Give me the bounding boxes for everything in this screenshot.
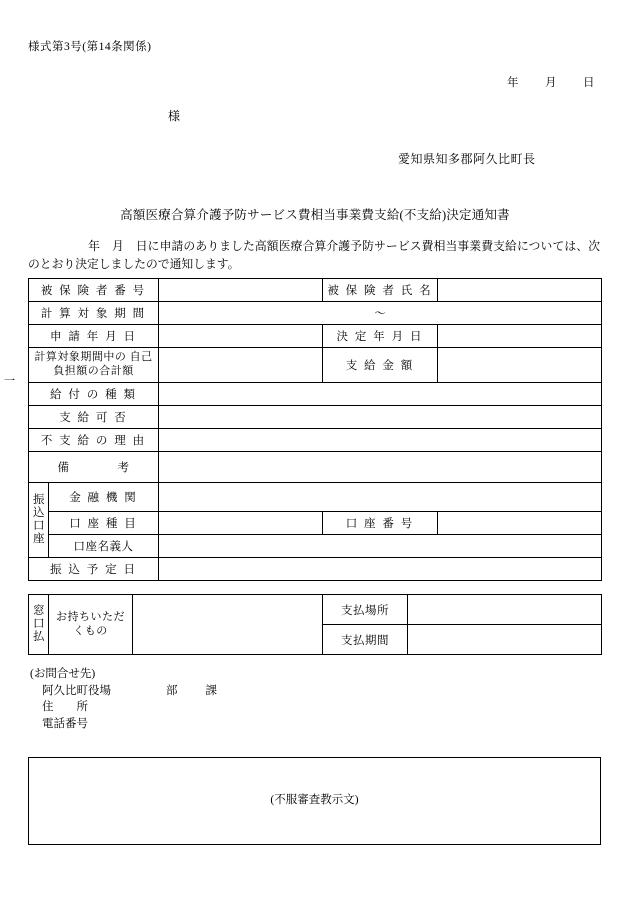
contact-heading: (お問合せ先) — [30, 668, 96, 680]
account-type-value[interactable] — [159, 512, 323, 535]
nonpayment-reason-value[interactable] — [159, 429, 602, 452]
self-pay-label-line1: 計算対象期間中の — [34, 351, 127, 364]
transfer-label-char-1: 振 — [33, 493, 45, 506]
contact-tel-row — [30, 716, 217, 733]
insured-no-value[interactable] — [159, 279, 323, 302]
window-payment-table — [28, 594, 602, 655]
bank-label: 金 融 機 関 — [49, 483, 159, 512]
insured-name-value[interactable] — [438, 279, 602, 302]
table-row — [29, 595, 602, 625]
issue-date-year: 年 — [507, 77, 519, 89]
remarks-label: 備 考 — [29, 452, 159, 483]
self-pay-label — [29, 348, 159, 383]
pay-period-label: 支払期間 — [323, 625, 408, 655]
window-label-char-2: 口 — [33, 617, 45, 630]
benefit-type-value[interactable] — [159, 383, 602, 406]
calc-period-label: 計 算 対 象 期 間 — [29, 302, 159, 325]
issuer-name: 愛知県知多郡阿久比町長 — [398, 152, 536, 166]
apply-date-label: 申 請 年 月 日 — [29, 325, 159, 348]
self-pay-label-line2: 自己負担額の合計額 — [53, 351, 153, 377]
table-row — [29, 325, 602, 348]
document-title: 高額医療合算介護予防サービス費相当事業費支給(不支給)決定通知書 — [120, 208, 510, 222]
insured-name-label: 被 保 険 者 氏 名 — [323, 279, 438, 302]
transfer-label-char-4: 座 — [33, 533, 45, 546]
transfer-label-char-3: 口 — [33, 520, 45, 532]
payable-label: 支 給 可 否 — [29, 406, 159, 429]
bring-items-label-line1: お持ちいただ — [56, 610, 125, 623]
table-row — [29, 535, 602, 558]
pay-period-value[interactable] — [408, 625, 602, 655]
addressee-label: 様 — [168, 109, 181, 123]
window-label-char-3: 払 — [33, 631, 45, 644]
window-label-char-1: 窓 — [33, 604, 45, 617]
payment-amount-label: 支 給 金 額 — [323, 348, 438, 383]
table-row — [29, 558, 602, 581]
benefit-type-label: 給 付 の 種 類 — [29, 383, 159, 406]
insured-no-label: 被 保 険 者 番 号 — [29, 279, 159, 302]
contact-address-row — [30, 699, 217, 716]
apply-date-value[interactable] — [159, 325, 323, 348]
account-name-value[interactable] — [159, 535, 602, 558]
bring-items-label-line2: くもの — [73, 624, 108, 637]
contact-office-row — [30, 683, 217, 700]
appeal-instruction-box — [28, 757, 601, 845]
table-row — [29, 483, 602, 512]
self-pay-value[interactable] — [159, 348, 323, 383]
transfer-date-value[interactable] — [159, 558, 602, 581]
form-number: 様式第3号(第14条関係) — [28, 41, 152, 53]
remarks-value[interactable] — [159, 452, 602, 483]
bring-items-value[interactable] — [133, 595, 323, 655]
table-row — [29, 452, 602, 483]
nonpayment-reason-label: 不 支 給 の 理 由 — [29, 429, 159, 452]
issue-date-day: 日 — [583, 77, 595, 89]
issue-date-line — [507, 74, 595, 90]
payment-amount-value[interactable] — [438, 348, 602, 383]
pay-place-value[interactable] — [408, 595, 602, 625]
table-row — [29, 406, 602, 429]
decision-date-label: 決 定 年 月 日 — [323, 325, 438, 348]
calc-period-value[interactable]: ～ — [159, 302, 602, 325]
issue-date-month: 月 — [545, 77, 557, 89]
table-row — [29, 348, 602, 383]
account-no-label: 口 座 番 号 — [323, 512, 438, 535]
table-row — [29, 383, 602, 406]
payable-value[interactable] — [159, 406, 602, 429]
transfer-label-char-2: 込 — [33, 506, 45, 519]
contact-office: 阿久比町役場 — [42, 684, 111, 697]
account-name-label: 口座名義人 — [49, 535, 159, 558]
transfer-date-label: 振 込 予 定 日 — [29, 558, 159, 581]
bank-value[interactable] — [159, 483, 602, 512]
account-no-value[interactable] — [438, 512, 602, 535]
pay-place-label: 支払場所 — [323, 595, 408, 625]
account-type-label: 口 座 種 目 — [49, 512, 159, 535]
contact-tel-label: 電話番号 — [42, 718, 88, 731]
table-row — [29, 279, 602, 302]
body-paragraph — [28, 237, 600, 274]
table-row — [29, 512, 602, 535]
contact-section: 課 — [205, 684, 217, 697]
window-payment-vertical-label — [29, 595, 49, 655]
appeal-instruction-text: (不服審査教示文) — [270, 794, 359, 806]
contact-address-label: 住 所 — [42, 701, 88, 714]
table-row — [29, 302, 602, 325]
body-sentence: 年 月 日に申請のありました高額医療合算介護予防サービス費相当事業費支給については、次のとおり決定しましたので通知します。 — [28, 239, 600, 272]
side-mark: 一 — [4, 375, 15, 387]
transfer-account-vertical-label — [29, 483, 49, 558]
decision-date-value[interactable] — [438, 325, 602, 348]
bring-items-label — [49, 595, 133, 655]
contact-block — [30, 666, 217, 733]
table-row — [29, 429, 602, 452]
contact-dept: 部 — [166, 684, 178, 697]
decision-table — [28, 278, 602, 581]
